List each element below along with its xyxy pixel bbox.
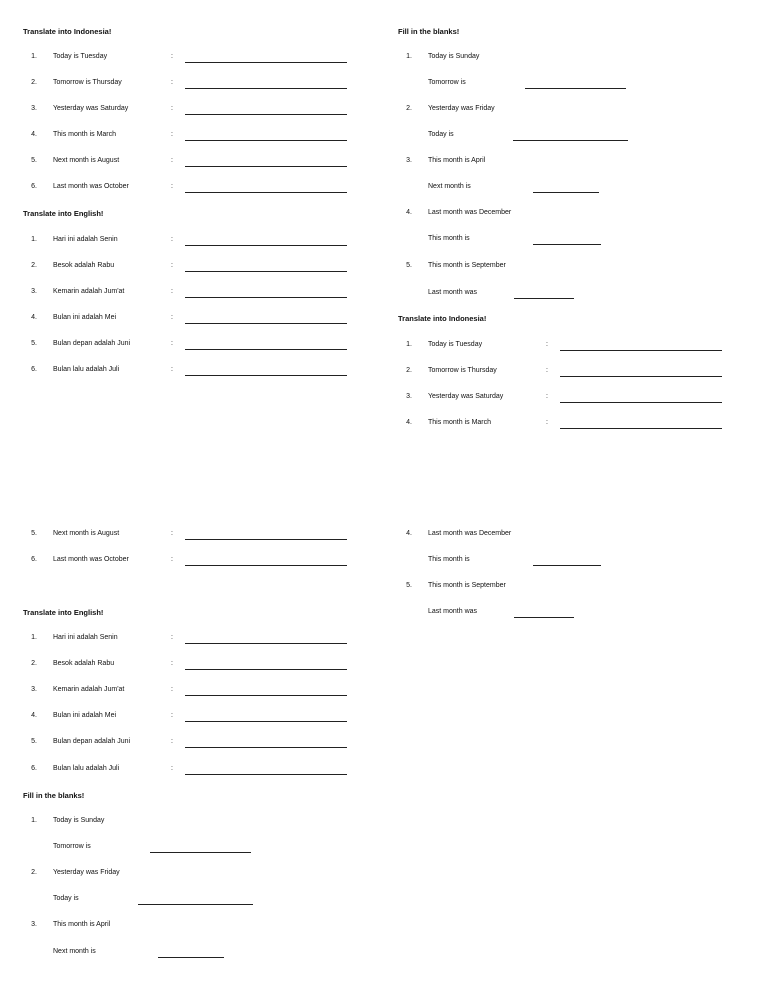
answer-line[interactable] bbox=[185, 539, 347, 540]
question-text: Bulan depan adalah Juni bbox=[53, 738, 131, 745]
answer-line[interactable] bbox=[560, 350, 722, 351]
fill-prompt: Today is bbox=[428, 131, 454, 138]
answer-line[interactable] bbox=[185, 166, 347, 167]
question-text: Tomorrow is Thursday bbox=[53, 79, 122, 86]
blank-line[interactable] bbox=[513, 140, 628, 141]
blank-line[interactable] bbox=[514, 298, 574, 299]
question-text: Next month is August bbox=[53, 530, 120, 537]
question-text: Last month was December bbox=[428, 209, 512, 216]
fill-prompt: Today is bbox=[53, 895, 79, 902]
question-text: Today is Sunday bbox=[53, 817, 105, 824]
question-number: 2. bbox=[406, 367, 412, 374]
colon: : bbox=[546, 393, 548, 400]
fill-prompt: Next month is bbox=[53, 948, 96, 955]
question-number: 5. bbox=[31, 738, 37, 745]
question-text: Next month is August bbox=[53, 157, 120, 164]
question-text: Bulan depan adalah Juni bbox=[53, 340, 131, 347]
colon: : bbox=[171, 79, 173, 86]
question-text: This month is September bbox=[428, 582, 506, 589]
colon: : bbox=[171, 530, 173, 537]
question-number: 1. bbox=[406, 341, 412, 348]
question-number: 3. bbox=[31, 288, 37, 295]
question-number: 4. bbox=[31, 314, 37, 321]
colon: : bbox=[171, 131, 173, 138]
question-number: 2. bbox=[31, 660, 37, 667]
question-number: 2. bbox=[406, 105, 412, 112]
answer-line[interactable] bbox=[185, 297, 347, 298]
answer-line[interactable] bbox=[185, 88, 347, 89]
colon: : bbox=[171, 660, 173, 667]
question-text: Yesterday was Friday bbox=[53, 869, 120, 876]
fill-prompt: This month is bbox=[428, 556, 470, 563]
answer-line[interactable] bbox=[560, 376, 722, 377]
section-heading: Fill in the blanks! bbox=[398, 27, 460, 36]
question-text: Yesterday was Saturday bbox=[428, 393, 504, 400]
question-text: Bulan ini adalah Mei bbox=[53, 712, 117, 719]
colon: : bbox=[546, 341, 548, 348]
answer-line[interactable] bbox=[185, 140, 347, 141]
colon: : bbox=[171, 262, 173, 269]
colon: : bbox=[171, 183, 173, 190]
question-text: Besok adalah Rabu bbox=[53, 262, 115, 269]
question-text: This month is March bbox=[53, 131, 117, 138]
colon: : bbox=[171, 340, 173, 347]
section-heading: Translate into English! bbox=[23, 608, 104, 617]
question-text: Today is Tuesday bbox=[53, 53, 108, 60]
question-number: 6. bbox=[31, 765, 37, 772]
question-text: This month is March bbox=[428, 419, 492, 426]
fill-prompt: This month is bbox=[428, 235, 470, 242]
question-text: Bulan ini adalah Mei bbox=[53, 314, 117, 321]
question-number: 4. bbox=[406, 209, 412, 216]
question-text: This month is September bbox=[428, 262, 506, 269]
question-number: 4. bbox=[31, 131, 37, 138]
colon: : bbox=[171, 236, 173, 243]
section-heading: Translate into Indonesia! bbox=[23, 27, 112, 36]
question-number: 2. bbox=[31, 262, 37, 269]
blank-line[interactable] bbox=[533, 244, 601, 245]
fill-prompt: Tomorrow is bbox=[53, 843, 91, 850]
blank-line[interactable] bbox=[525, 88, 626, 89]
question-number: 1. bbox=[406, 53, 412, 60]
fill-prompt: Last month was bbox=[428, 289, 478, 296]
question-number: 3. bbox=[31, 921, 37, 928]
question-number: 1. bbox=[31, 53, 37, 60]
colon: : bbox=[171, 765, 173, 772]
colon: : bbox=[171, 288, 173, 295]
question-text: This month is April bbox=[428, 157, 486, 164]
answer-line[interactable] bbox=[185, 375, 347, 376]
question-number: 4. bbox=[406, 530, 412, 537]
answer-line[interactable] bbox=[185, 349, 347, 350]
answer-line[interactable] bbox=[185, 774, 347, 775]
colon: : bbox=[171, 634, 173, 641]
answer-line[interactable] bbox=[185, 323, 347, 324]
colon: : bbox=[546, 367, 548, 374]
colon: : bbox=[171, 556, 173, 563]
colon: : bbox=[171, 157, 173, 164]
blank-line[interactable] bbox=[150, 852, 251, 853]
question-number: 3. bbox=[406, 393, 412, 400]
blank-line[interactable] bbox=[514, 617, 574, 618]
section-heading: Fill in the blanks! bbox=[23, 791, 85, 800]
answer-line[interactable] bbox=[185, 643, 347, 644]
fill-prompt: Next month is bbox=[428, 183, 471, 190]
question-text: Yesterday was Saturday bbox=[53, 105, 129, 112]
question-text: Last month was October bbox=[53, 183, 129, 190]
question-number: 2. bbox=[31, 869, 37, 876]
answer-line[interactable] bbox=[185, 747, 347, 748]
blank-line[interactable] bbox=[533, 565, 601, 566]
question-text: Today is Tuesday bbox=[428, 341, 483, 348]
answer-line[interactable] bbox=[185, 114, 347, 115]
blank-line[interactable] bbox=[533, 192, 599, 193]
answer-line[interactable] bbox=[185, 721, 347, 722]
colon: : bbox=[546, 419, 548, 426]
blank-line[interactable] bbox=[158, 957, 224, 958]
question-text: Bulan lalu adalah Juli bbox=[53, 765, 120, 772]
question-text: Yesterday was Friday bbox=[428, 105, 495, 112]
answer-line[interactable] bbox=[185, 192, 347, 193]
colon: : bbox=[171, 738, 173, 745]
answer-line[interactable] bbox=[185, 245, 347, 246]
blank-line[interactable] bbox=[138, 904, 253, 905]
question-text: Kemarin adalah Jum'at bbox=[53, 686, 125, 693]
answer-line[interactable] bbox=[185, 669, 347, 670]
question-number: 2. bbox=[31, 79, 37, 86]
question-number: 3. bbox=[406, 157, 412, 164]
question-number: 1. bbox=[31, 817, 37, 824]
colon: : bbox=[171, 712, 173, 719]
answer-line[interactable] bbox=[185, 565, 347, 566]
colon: : bbox=[171, 105, 173, 112]
fill-prompt: Tomorrow is bbox=[428, 79, 466, 86]
question-number: 5. bbox=[406, 582, 412, 589]
question-text: Last month was October bbox=[53, 556, 129, 563]
question-number: 4. bbox=[406, 419, 412, 426]
answer-line[interactable] bbox=[560, 402, 722, 403]
answer-line[interactable] bbox=[185, 62, 347, 63]
question-number: 1. bbox=[31, 236, 37, 243]
section-heading: Translate into English! bbox=[23, 209, 104, 218]
question-text: This month is April bbox=[53, 921, 111, 928]
question-number: 6. bbox=[31, 183, 37, 190]
colon: : bbox=[171, 686, 173, 693]
question-number: 5. bbox=[406, 262, 412, 269]
colon: : bbox=[171, 314, 173, 321]
question-text: Today is Sunday bbox=[428, 53, 480, 60]
question-number: 4. bbox=[31, 712, 37, 719]
question-text: Bulan lalu adalah Juli bbox=[53, 366, 120, 373]
question-number: 5. bbox=[31, 340, 37, 347]
question-text: Kemarin adalah Jum'at bbox=[53, 288, 125, 295]
question-number: 3. bbox=[31, 686, 37, 693]
colon: : bbox=[171, 53, 173, 60]
fill-prompt: Last month was bbox=[428, 608, 478, 615]
question-number: 5. bbox=[31, 530, 37, 537]
question-number: 1. bbox=[31, 634, 37, 641]
question-number: 6. bbox=[31, 366, 37, 373]
question-text: Tomorrow is Thursday bbox=[428, 367, 497, 374]
answer-line[interactable] bbox=[560, 428, 722, 429]
section-heading: Translate into Indonesia! bbox=[398, 314, 487, 323]
question-number: 3. bbox=[31, 105, 37, 112]
answer-line[interactable] bbox=[185, 271, 347, 272]
question-text: Hari ini adalah Senin bbox=[53, 236, 118, 243]
question-text: Hari ini adalah Senin bbox=[53, 634, 118, 641]
question-number: 6. bbox=[31, 556, 37, 563]
question-text: Last month was December bbox=[428, 530, 512, 537]
question-text: Besok adalah Rabu bbox=[53, 660, 115, 667]
colon: : bbox=[171, 366, 173, 373]
answer-line[interactable] bbox=[185, 695, 347, 696]
question-number: 5. bbox=[31, 157, 37, 164]
